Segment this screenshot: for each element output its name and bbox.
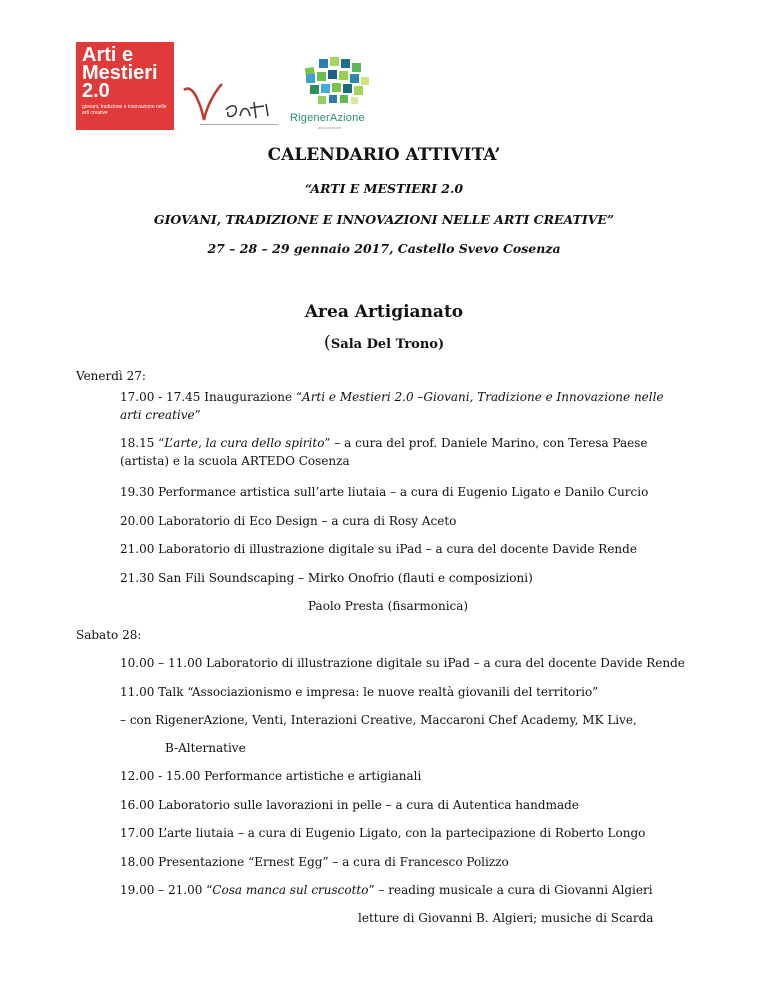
saturday-event-2-cont2: B-Alternative: [165, 741, 246, 755]
sala-heading: [0, 332, 768, 353]
saturday-event-3: 12.00 - 15.00 Performance artistiche e artigianali: [120, 769, 422, 783]
saturday-event-7: [120, 882, 653, 898]
venti-logo-mark: [180, 80, 280, 130]
venti-logo-underline: [200, 124, 278, 125]
saturday-event-2-cont: – con RigenerAzione, Venti, Interazioni Creative, Maccaroni Chef Academy, MK Live,: [120, 713, 637, 727]
logo-line1: Arti e: [82, 44, 134, 66]
rigenerazione-globe: [288, 55, 384, 113]
friday-e1-title: Arti e Mestieri 2.0 –Giovani, Tradizione e Innovazione nelle arti creative: [120, 390, 664, 422]
rigenerazione-wordmark: RigenerAzione: [290, 112, 365, 124]
event-title-line1: “ARTI E MESTIERI 2.0: [304, 181, 464, 196]
logo-line3: 2.0: [82, 80, 110, 102]
rigenerazione-sub: associazione: [318, 125, 342, 130]
day-label-saturday: Sabato 28:: [76, 628, 142, 642]
friday-e1-end: ”: [194, 408, 201, 422]
friday-event-5: 21.00 Laboratorio di illustrazione digitale su iPad – a cura del docente Davide Rende: [120, 542, 637, 556]
rigenerazione-logo: [288, 55, 384, 133]
friday-event-6: 21.30 San Fili Soundscaping – Mirko Onofrio (flauti e composizioni): [120, 571, 533, 585]
logo-line2: Mestieri: [82, 62, 158, 84]
event-title-line2: GIOVANI, TRADIZIONE E INNOVAZIONI NELLE ARTI CREATIVE”: [153, 212, 615, 227]
saturday-event-7-cont: letture di Giovanni B. Algieri; musiche di Scarda: [358, 911, 654, 925]
friday-e2-rest: ” – a cura del prof. Daniele Marino, con Teresa Paese (artista) e la scuola ARTEDO Cosenza: [120, 436, 648, 468]
event-dates: 27 – 28 – 29 gennaio 2017, Castello Svevo Cosenza: [207, 241, 561, 256]
saturday-e7-title: Cosa manca sul cruscotto: [212, 883, 369, 897]
friday-event-2: [120, 434, 680, 470]
friday-e2-time: 18.15 “: [120, 436, 165, 450]
saturday-event-5: 17.00 L’arte liutaia – a cura di Eugenio Ligato, con la partecipazione di Roberto Longo: [120, 826, 646, 840]
logo-tagline: giovani, tradizione e innovazione nelle arti creative: [82, 104, 167, 116]
day-label-friday: Venerdì 27:: [76, 369, 146, 383]
saturday-e7-rest: ” – reading musicale a cura di Giovanni Algieri: [368, 883, 653, 897]
page-title: CALENDARIO ATTIVITA’: [267, 145, 501, 165]
sala-name: Sala Del Trono): [330, 337, 445, 352]
friday-event-1: [120, 388, 680, 424]
friday-event-4: 20.00 Laboratorio di Eco Design – a cura di Rosy Aceto: [120, 514, 457, 528]
friday-event-6-cont: Paolo Presta (fisarmonica): [308, 599, 469, 613]
area-heading: Area Artigianato: [304, 302, 464, 322]
friday-event-3: 19.30 Performance artistica sull’arte liutaia – a cura di Eugenio Ligato e Danilo Curcio: [120, 485, 649, 499]
sala-paren: (: [323, 332, 331, 353]
venti-logo: [180, 80, 280, 130]
friday-e1-time: 17.00 - 17.45 Inaugurazione “: [120, 390, 303, 404]
friday-e2-title: L’arte, la cura dello spirito: [164, 436, 325, 450]
arti-e-mestieri-logo: [76, 42, 174, 130]
saturday-event-6: 18.00 Presentazione “Ernest Egg” – a cura di Francesco Polizzo: [120, 855, 509, 869]
saturday-event-2: 11.00 Talk “Associazionismo e impresa: le nuove realtà giovanili del territorio”: [120, 685, 599, 699]
saturday-e7-time: 19.00 – 21.00 “: [120, 883, 213, 897]
saturday-event-4: 16.00 Laboratorio sulle lavorazioni in pelle – a cura di Autentica handmade: [120, 798, 579, 812]
saturday-event-1: 10.00 – 11.00 Laboratorio di illustrazione digitale su iPad – a cura del docente Davide Rende: [120, 656, 685, 670]
